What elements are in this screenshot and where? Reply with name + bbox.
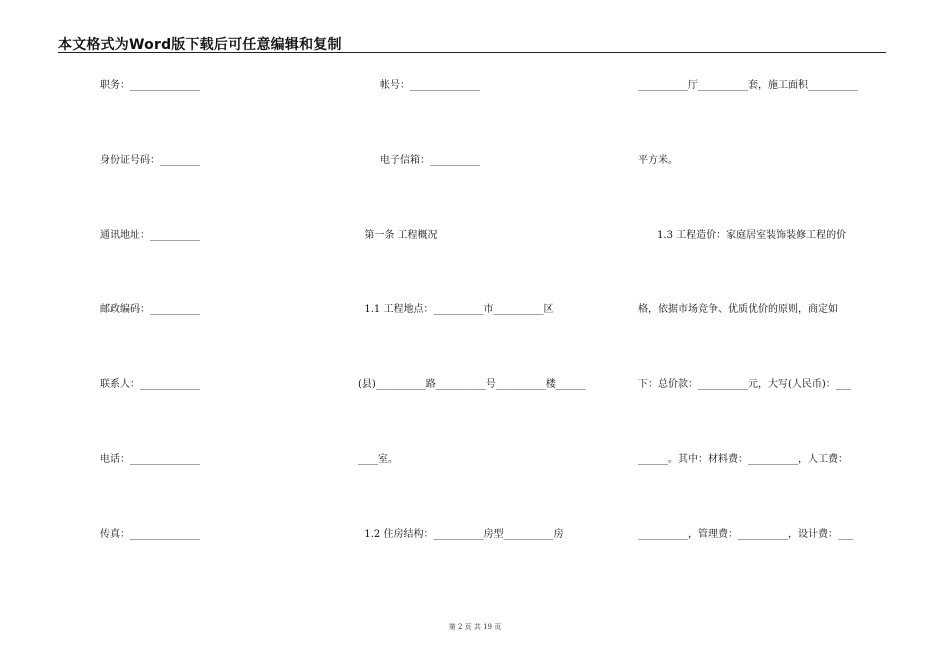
text-line: 平方米。 [638, 155, 678, 166]
text-line: (县)__________路__________号__________楼______ [358, 379, 586, 390]
text-line: 邮政编码：__________ [100, 304, 200, 315]
text-line: __________厅__________套，施工面积__________ [638, 80, 858, 91]
text-line: 格，依据市场竞争、优质优价的原则，商定如 [638, 304, 838, 315]
text-line: 通讯地址：__________ [100, 230, 200, 241]
text-line: ____室。 [358, 454, 398, 465]
text-line: 传真：______________ [100, 529, 200, 540]
text-line: 帐号：______________ [380, 80, 480, 91]
text-line: __________，管理费：__________，设计费：___ [638, 529, 853, 540]
text-line: 电子信箱：__________ [380, 155, 480, 166]
text-line: ______。其中：材料费：__________，人工费： [638, 454, 848, 465]
header-title: 本文格式为Word版下载后可任意编辑和复制 [58, 37, 342, 53]
text-line: 电话：______________ [100, 454, 200, 465]
text-line: 1.1 工程地点：__________市__________区 [358, 304, 554, 315]
text-line: 1.2 住房结构：__________房型__________房 [358, 529, 564, 540]
page-number: 第 2 页 共 19 页 [448, 623, 502, 631]
section-heading: 第一条 工程概况 [358, 230, 438, 241]
text-line: 职务：______________ [100, 80, 200, 91]
text-line: 下：总价款：__________元，大写(人民币)：___ [638, 379, 851, 390]
text-line: 联系人：____________ [100, 379, 200, 390]
text-line: 1.3 工程造价：家庭居室装饰装修工程的价 [638, 230, 847, 241]
header-divider [58, 52, 886, 53]
text-line: 身份证号码：________ [100, 155, 200, 166]
